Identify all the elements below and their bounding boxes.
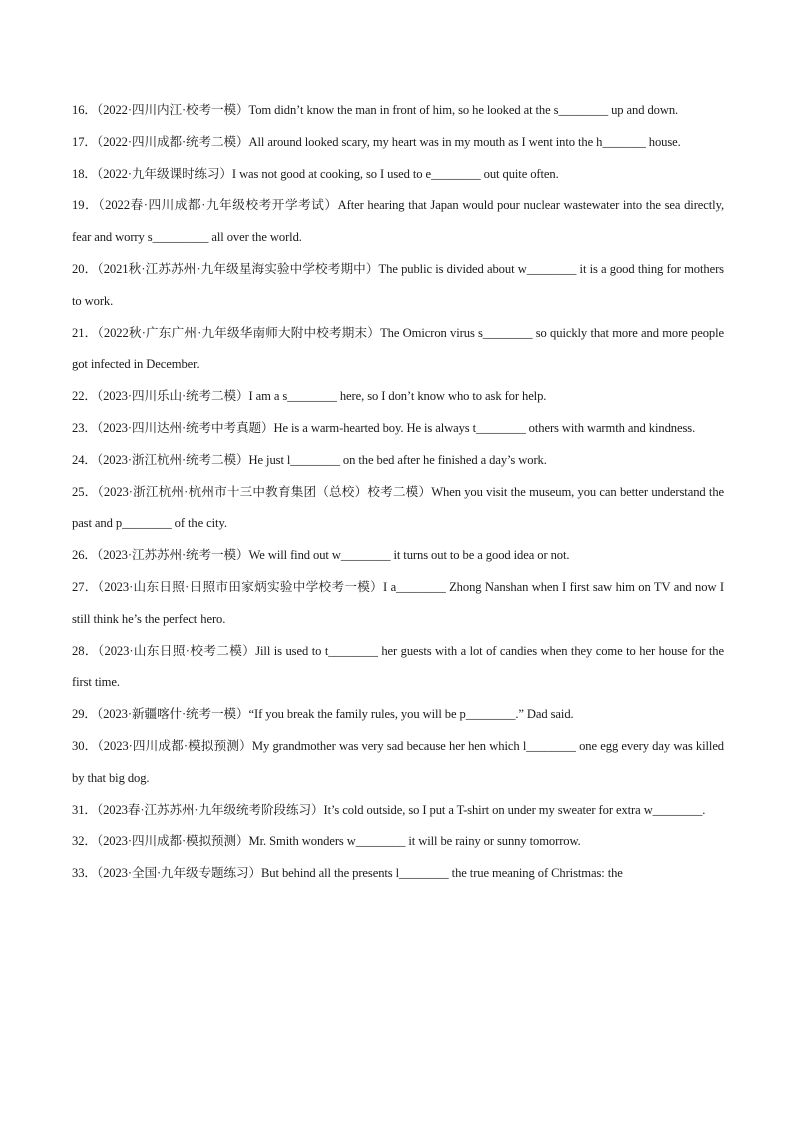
question-number: 19．: [72, 198, 99, 213]
question-number: 25．: [72, 484, 98, 499]
question-text: When you visit the museum, you can better understand the past and p________ of the city.: [72, 484, 725, 531]
question-number: 23．: [72, 420, 97, 435]
question-source: （2022·九年级课时练习）: [96, 166, 232, 181]
question-source: （2023·浙江杭州·杭州市十三中教育集团（总校）校考二模）: [97, 484, 432, 499]
question-source: （2022秋·广东广州·九年级华南师大附中校考期末）: [97, 325, 381, 340]
question-source: （2022·四川成都·统考二模）: [96, 134, 249, 149]
question-text: We will find out w________ it turns out to be a good idea or not.: [248, 548, 570, 563]
question-item: [72, 127, 724, 159]
question-text: “If you break the family rules, you will be p________.” Dad said.: [248, 707, 574, 722]
question-source: （2021秋·江苏苏州·九年级星海实验中学校考期中）: [97, 261, 379, 276]
question-item: [72, 540, 724, 572]
question-text: He is a warm-hearted boy. He is always t________ others with warmth and kindness.: [273, 420, 696, 435]
question-text: Mr. Smith wonders w________ it will be rainy or sunny tomorrow.: [248, 834, 581, 849]
question-item: [72, 477, 724, 541]
question-item: [72, 254, 724, 318]
question-text: But behind all the presents l________ the true meaning of Christmas: the: [261, 866, 623, 881]
question-item: [72, 826, 724, 858]
question-item: [72, 572, 724, 636]
question-item: [72, 445, 724, 477]
question-text: The Omicron virus s________ so quickly that more and more people got infected in December.: [72, 325, 724, 372]
question-text: I am a s________ here, so I don’t know who to ask for help.: [248, 389, 547, 404]
question-number: 28．: [72, 643, 98, 658]
question-item: [72, 190, 724, 254]
question-source: （2023·江苏苏州·统考一模）: [96, 548, 249, 563]
question-number: 20．: [72, 261, 98, 276]
question-item: [72, 858, 724, 890]
question-text: I a________ Zhong Nanshan when I first saw him on TV and now I still think he’s the perfect hero.: [72, 579, 724, 626]
question-text: Tom didn’t know the man in front of him, so he looked at the s________ up and down.: [248, 103, 679, 117]
question-source: （2023·全国·九年级专题练习）: [96, 866, 261, 881]
question-number: 16．: [72, 103, 97, 117]
question-source: （2023·四川达州·统考中考真题）: [96, 420, 274, 435]
question-source: （2023春·江苏苏州·九年级统考阶段练习）: [96, 802, 324, 817]
question-source: （2023·浙江杭州·统考二模）: [96, 452, 249, 467]
worksheet-page: [72, 95, 724, 890]
question-item: [72, 381, 724, 413]
question-text: Jill is used to t________ her guests with a lot of candies when they come to her house for the first time.: [72, 643, 724, 690]
question-text: It’s cold outside, so I put a T-shirt on under my sweater for extra w________.: [323, 802, 706, 817]
question-number: 17．: [72, 134, 97, 149]
question-item: [72, 413, 724, 445]
question-number: 22．: [72, 389, 97, 404]
question-source: （2023·山东日照·日照市田家炳实验中学校考一模）: [97, 579, 384, 594]
question-item: [72, 318, 724, 382]
question-item: [72, 159, 724, 191]
question-text: I was not good at cooking, so I used to e________ out quite often.: [231, 166, 559, 181]
question-number: 32．: [72, 834, 97, 849]
question-text: My grandmother was very sad because her hen which l________ one egg every day was killed by that big dog.: [72, 738, 725, 785]
question-number: 24．: [72, 452, 97, 467]
question-number: 29．: [72, 707, 97, 722]
question-source: （2022·四川内江·校考一模）: [96, 103, 249, 117]
question-item: [72, 731, 724, 795]
question-source: （2022春·四川成都·九年级校考开学考试）: [98, 198, 338, 213]
question-number: 26．: [72, 548, 97, 563]
question-item: [72, 636, 724, 700]
question-text: The public is divided about w________ it is a good thing for mothers to work.: [72, 261, 724, 308]
question-item: [72, 95, 724, 127]
question-text: All around looked scary, my heart was in my mouth as I went into the h_______ house.: [248, 134, 681, 149]
question-source: （2023·新疆喀什·统考一模）: [96, 707, 249, 722]
question-text: After hearing that Japan would pour nuclear wastewater into the sea directly, fear and worry s_________ all over the world.: [72, 198, 725, 245]
question-number: 27．: [72, 579, 98, 594]
question-source: （2023·四川成都·模拟预测）: [97, 738, 252, 753]
question-number: 33．: [72, 866, 97, 881]
question-number: 18．: [72, 166, 97, 181]
question-number: 21．: [72, 325, 98, 340]
question-text: He just l________ on the bed after he finished a day’s work.: [248, 452, 547, 467]
question-source: （2023·四川成都·模拟预测）: [96, 834, 249, 849]
question-item: [72, 699, 724, 731]
question-source: （2023·四川乐山·统考二模）: [96, 389, 249, 404]
question-number: 30．: [72, 738, 98, 753]
question-number: 31．: [72, 802, 97, 817]
question-source: （2023·山东日照·校考二模）: [97, 643, 256, 658]
question-item: [72, 795, 724, 827]
